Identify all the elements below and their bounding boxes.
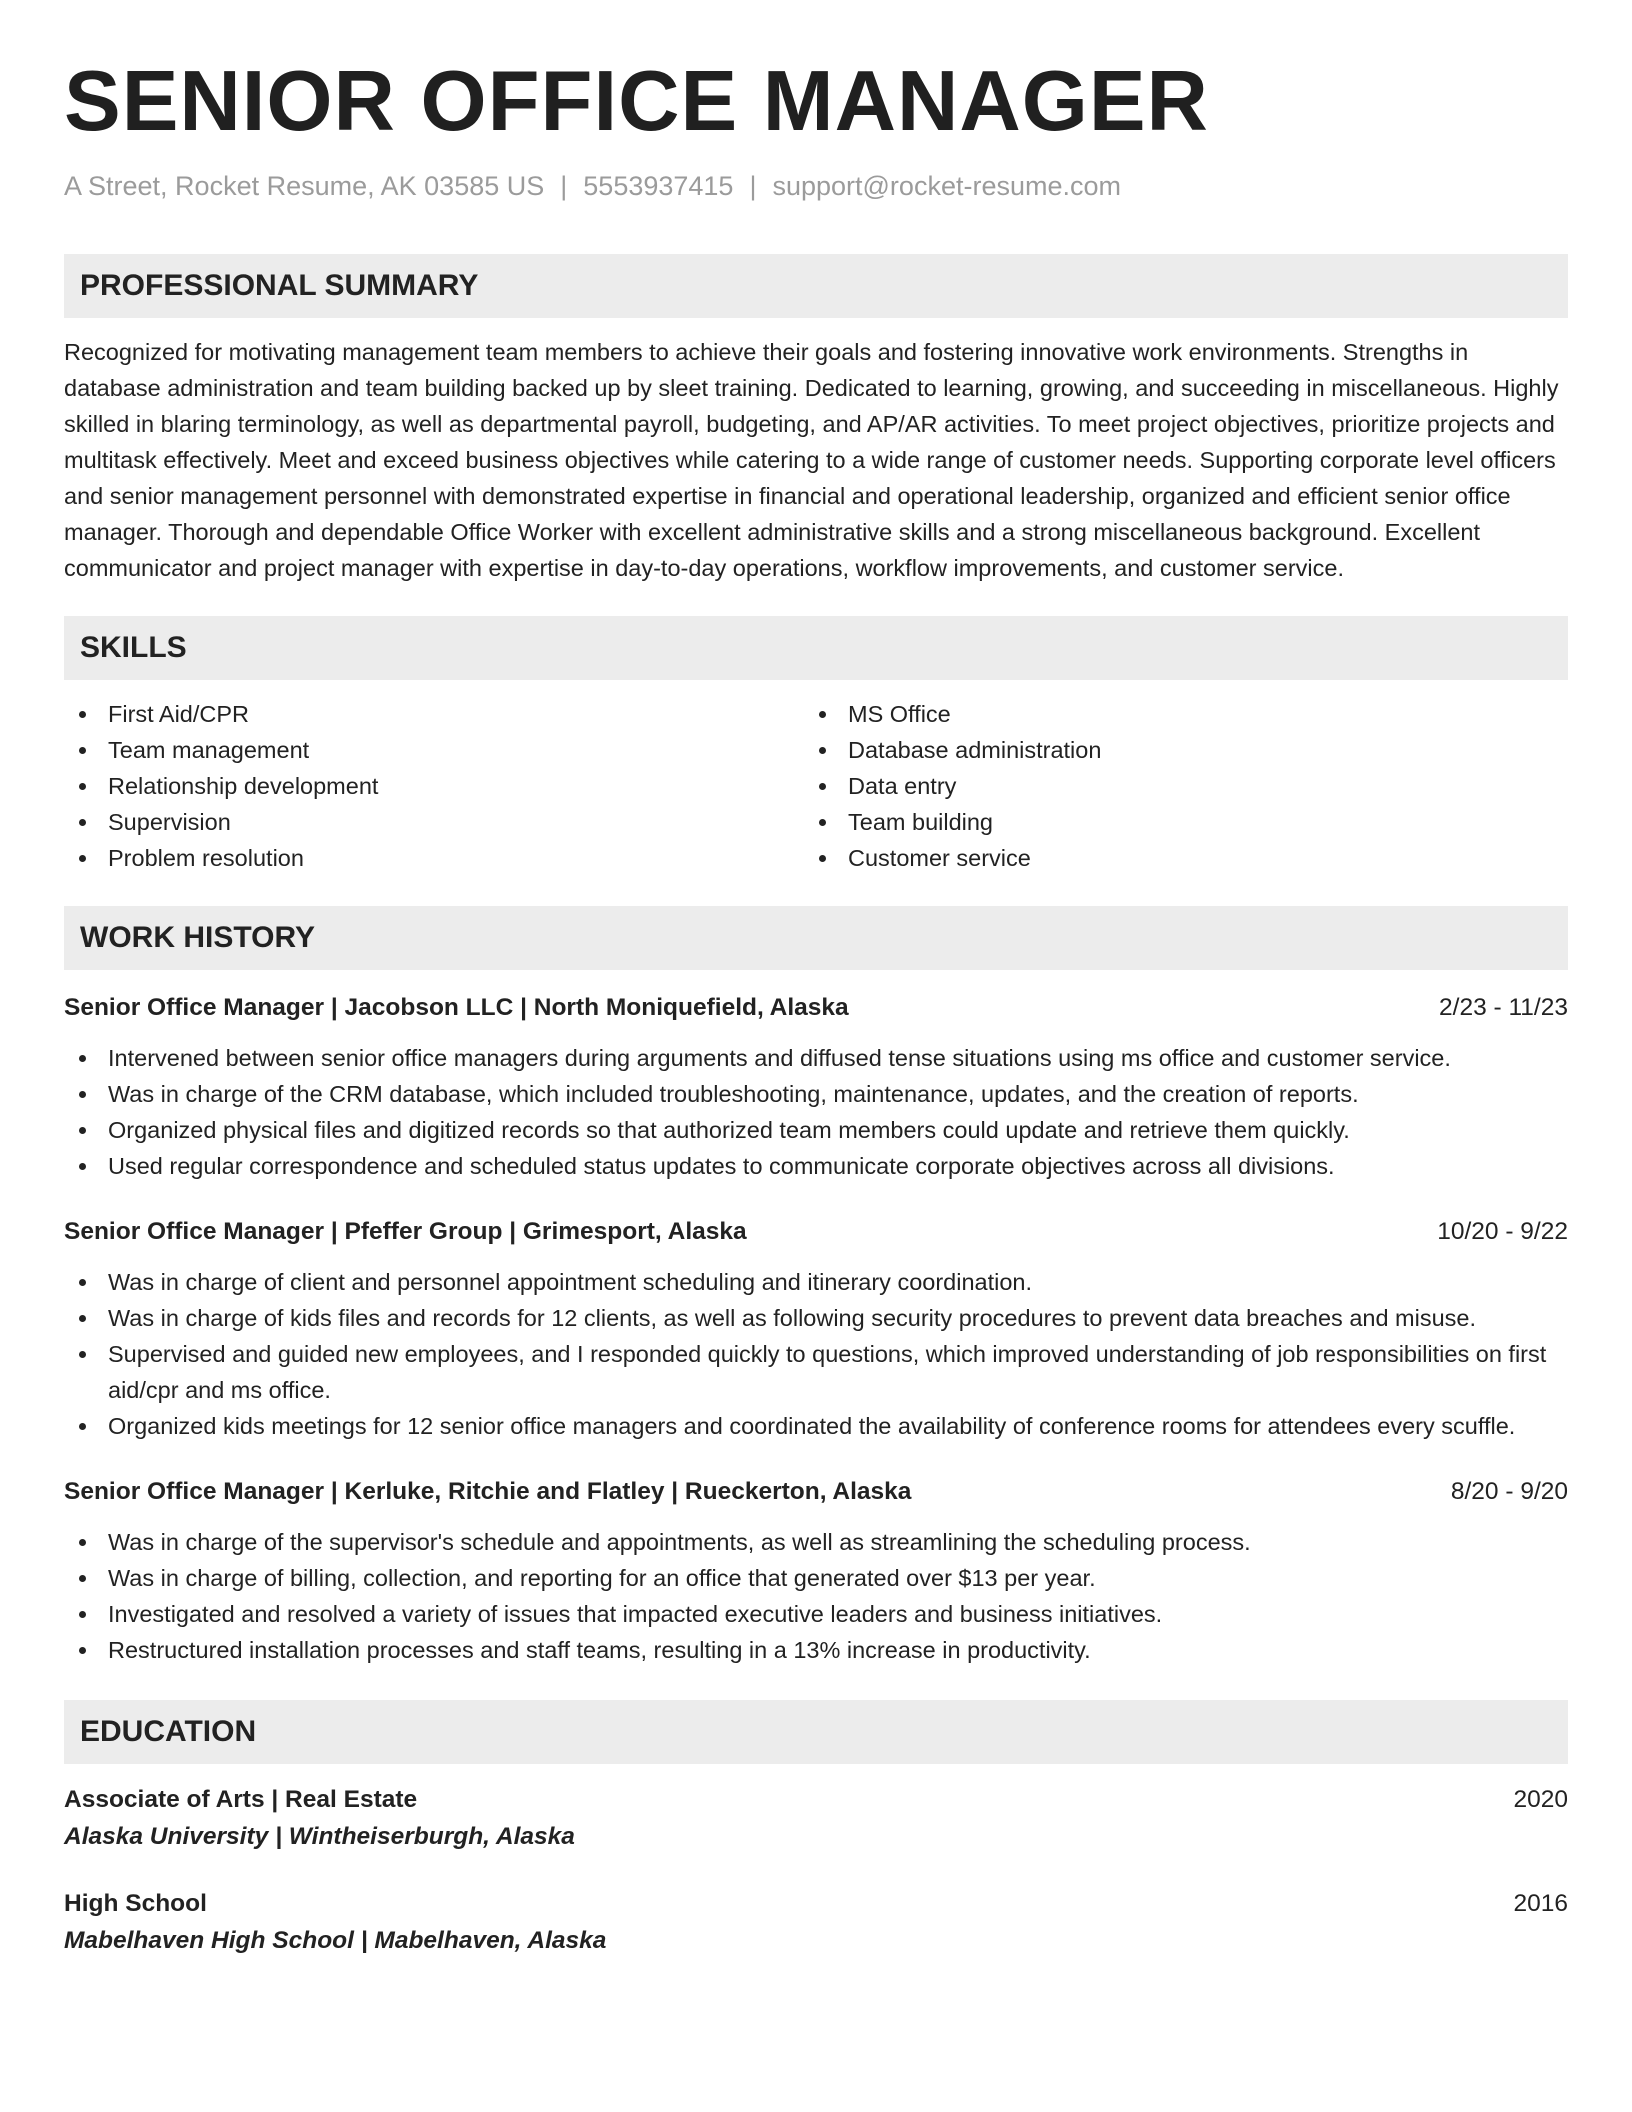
education-school: Mabelhaven High School | Mabelhaven, Alaska — [64, 1927, 607, 1954]
summary-text: Recognized for motivating management team members to achieve their goals and fostering innovative work environments. Strengths in database administration and team building backed up by sleet training. Dedicated to learning, growing, and succeeding in miscellaneous. Highly skilled in blaring terminology, as well as departmental payroll, budgeting, and AP/AR activities. To meet project objectives, prioritize projects and multitask effectively. Meet and exceed business objectives while catering to a wide range of customer needs. Supporting corporate level officers and senior management personnel with demonstrated expertise in financial and operational leadership, organized and efficient senior office manager. Thorough and dependable Office Worker with excellent administrative skills and a strong miscellaneous background. Excellent communicator and project manager with expertise in day-to-day operations, workflow improvements, and customer service. — [64, 339, 1559, 581]
skill-item — [804, 696, 1544, 732]
job-entry — [64, 1474, 1568, 1668]
skill-label: Database administration — [848, 737, 1102, 763]
skill-item — [64, 804, 804, 840]
skill-item — [804, 768, 1544, 804]
job-bullet — [64, 1264, 1568, 1300]
skills-column-left — [64, 696, 804, 876]
job-bullet-text: Was in charge of the supervisor's schedule and appointments, as well as streamlining the scheduling process. — [108, 1529, 1251, 1555]
job-bullets — [64, 1524, 1568, 1668]
job-bullet — [64, 1336, 1568, 1408]
job-bullet — [64, 1632, 1568, 1668]
education-row — [64, 1782, 1568, 1818]
skill-label: Data entry — [848, 773, 957, 799]
skill-item — [64, 768, 804, 804]
bullet-icon — [819, 711, 826, 718]
skill-item — [64, 732, 804, 768]
job-title-row — [64, 1474, 1568, 1510]
skill-label: Team building — [848, 809, 994, 835]
section-header-skills: SKILLS — [64, 616, 1568, 680]
contact-email[interactable]: support@rocket-resume.com — [772, 171, 1121, 201]
bullet-icon — [79, 1575, 86, 1582]
bullet-icon — [79, 1611, 86, 1618]
bullet-icon — [79, 711, 86, 718]
job-bullet — [64, 1560, 1568, 1596]
job-bullet-text: Organized physical files and digitized records so that authorized team members could update and retrieve them quickly. — [108, 1117, 1350, 1143]
education-row — [64, 1886, 1568, 1922]
bullet-icon — [79, 855, 86, 862]
job-dates: 10/20 - 9/22 — [1437, 1218, 1568, 1245]
job-bullet — [64, 1408, 1568, 1444]
bullet-icon — [79, 1539, 86, 1546]
contact-separator: | — [560, 171, 568, 201]
job-entry — [64, 990, 1568, 1184]
job-bullet — [64, 1040, 1568, 1076]
job-bullets — [64, 1264, 1568, 1444]
job-dates: 2/23 - 11/23 — [1439, 994, 1568, 1021]
contact-address: A Street, Rocket Resume, AK 03585 US — [64, 171, 545, 201]
bullet-icon — [79, 1127, 86, 1134]
bullet-icon — [79, 1055, 86, 1062]
bullet-icon — [819, 819, 826, 826]
skill-item — [804, 840, 1544, 876]
education-school: Alaska University | Wintheiserburgh, Alaska — [64, 1823, 575, 1850]
education-degree: High School — [64, 1890, 207, 1917]
bullet-icon — [79, 1351, 86, 1358]
bullet-icon — [819, 783, 826, 790]
resume-name: SENIOR OFFICE MANAGER — [64, 54, 1209, 149]
bullet-icon — [79, 1647, 86, 1654]
job-bullet-text: Was in charge of kids files and records for 12 clients, as well as following security procedures to prevent data breaches and misuse. — [108, 1305, 1477, 1331]
education-degree: Associate of Arts | Real Estate — [64, 1786, 418, 1813]
job-bullet-text: Was in charge of billing, collection, and reporting for an office that generated over $13 per year. — [108, 1565, 1096, 1591]
skill-item — [64, 696, 804, 732]
skill-label: Customer service — [848, 845, 1031, 871]
education-entry — [64, 1886, 1568, 1960]
bullet-icon — [79, 1163, 86, 1170]
job-title-row — [64, 1214, 1568, 1250]
contact-separator: | — [749, 171, 757, 201]
job-title: Senior Office Manager | Jacobson LLC | North Moniquefield, Alaska — [64, 994, 849, 1021]
skill-label: Problem resolution — [108, 845, 304, 871]
contact-phone[interactable]: 5553937415 — [583, 171, 734, 201]
skill-label: MS Office — [848, 701, 951, 727]
job-bullet-text: Supervised and guided new employees, and I responded quickly to questions, which improved understanding of job responsibilities on first aid/cpr and ms office. — [108, 1341, 1547, 1403]
bullet-icon — [79, 1091, 86, 1098]
skill-item — [804, 732, 1544, 768]
job-bullet-text: Was in charge of the CRM database, which included troubleshooting, maintenance, updates, and the creation of reports. — [108, 1081, 1359, 1107]
job-bullet-text: Investigated and resolved a variety of issues that impacted executive leaders and business initiatives. — [108, 1601, 1163, 1627]
skill-label: Relationship development — [108, 773, 379, 799]
section-header-summary: PROFESSIONAL SUMMARY — [64, 254, 1568, 318]
skills-column-right — [804, 696, 1544, 876]
skill-item — [64, 840, 804, 876]
education-year: 2016 — [1513, 1890, 1568, 1917]
bullet-icon — [79, 747, 86, 754]
education-entry — [64, 1782, 1568, 1856]
job-bullet-text: Intervened between senior office managers during arguments and diffused tense situations using ms office and customer service. — [108, 1045, 1451, 1071]
skill-label: Supervision — [108, 809, 231, 835]
job-bullet — [64, 1524, 1568, 1560]
skills-list — [64, 696, 1568, 876]
section-header-work-history: WORK HISTORY — [64, 906, 1568, 970]
job-bullet-text: Was in charge of client and personnel appointment scheduling and itinerary coordination. — [108, 1269, 1033, 1295]
job-bullet — [64, 1148, 1568, 1184]
job-bullet-text: Used regular correspondence and scheduled status updates to communicate corporate objectives across all divisions. — [108, 1153, 1335, 1179]
skill-label: Team management — [108, 737, 310, 763]
skill-label: First Aid/CPR — [108, 701, 250, 727]
job-bullet — [64, 1300, 1568, 1336]
job-bullet-text: Organized kids meetings for 12 senior office managers and coordinated the availability of conference rooms for attendees every scuffle. — [108, 1413, 1516, 1439]
bullet-icon — [819, 747, 826, 754]
bullet-icon — [79, 1423, 86, 1430]
section-header-education: EDUCATION — [64, 1700, 1568, 1764]
bullet-icon — [79, 819, 86, 826]
contact-line — [64, 170, 1568, 202]
job-bullet-text: Restructured installation processes and staff teams, resulting in a 13% increase in productivity. — [108, 1637, 1091, 1663]
job-dates: 8/20 - 9/20 — [1450, 1478, 1568, 1505]
job-entry — [64, 1214, 1568, 1444]
job-title-row — [64, 990, 1568, 1026]
bullet-icon — [79, 1279, 86, 1286]
job-bullet — [64, 1596, 1568, 1632]
bullet-icon — [79, 783, 86, 790]
job-title: Senior Office Manager | Kerluke, Ritchie and Flatley | Rueckerton, Alaska — [64, 1478, 912, 1505]
job-bullet — [64, 1112, 1568, 1148]
job-bullet — [64, 1076, 1568, 1112]
job-bullets — [64, 1040, 1568, 1184]
job-title: Senior Office Manager | Pfeffer Group | Grimesport, Alaska — [64, 1218, 747, 1245]
skill-item — [804, 804, 1544, 840]
bullet-icon — [79, 1315, 86, 1322]
education-year: 2020 — [1513, 1786, 1568, 1813]
bullet-icon — [819, 855, 826, 862]
